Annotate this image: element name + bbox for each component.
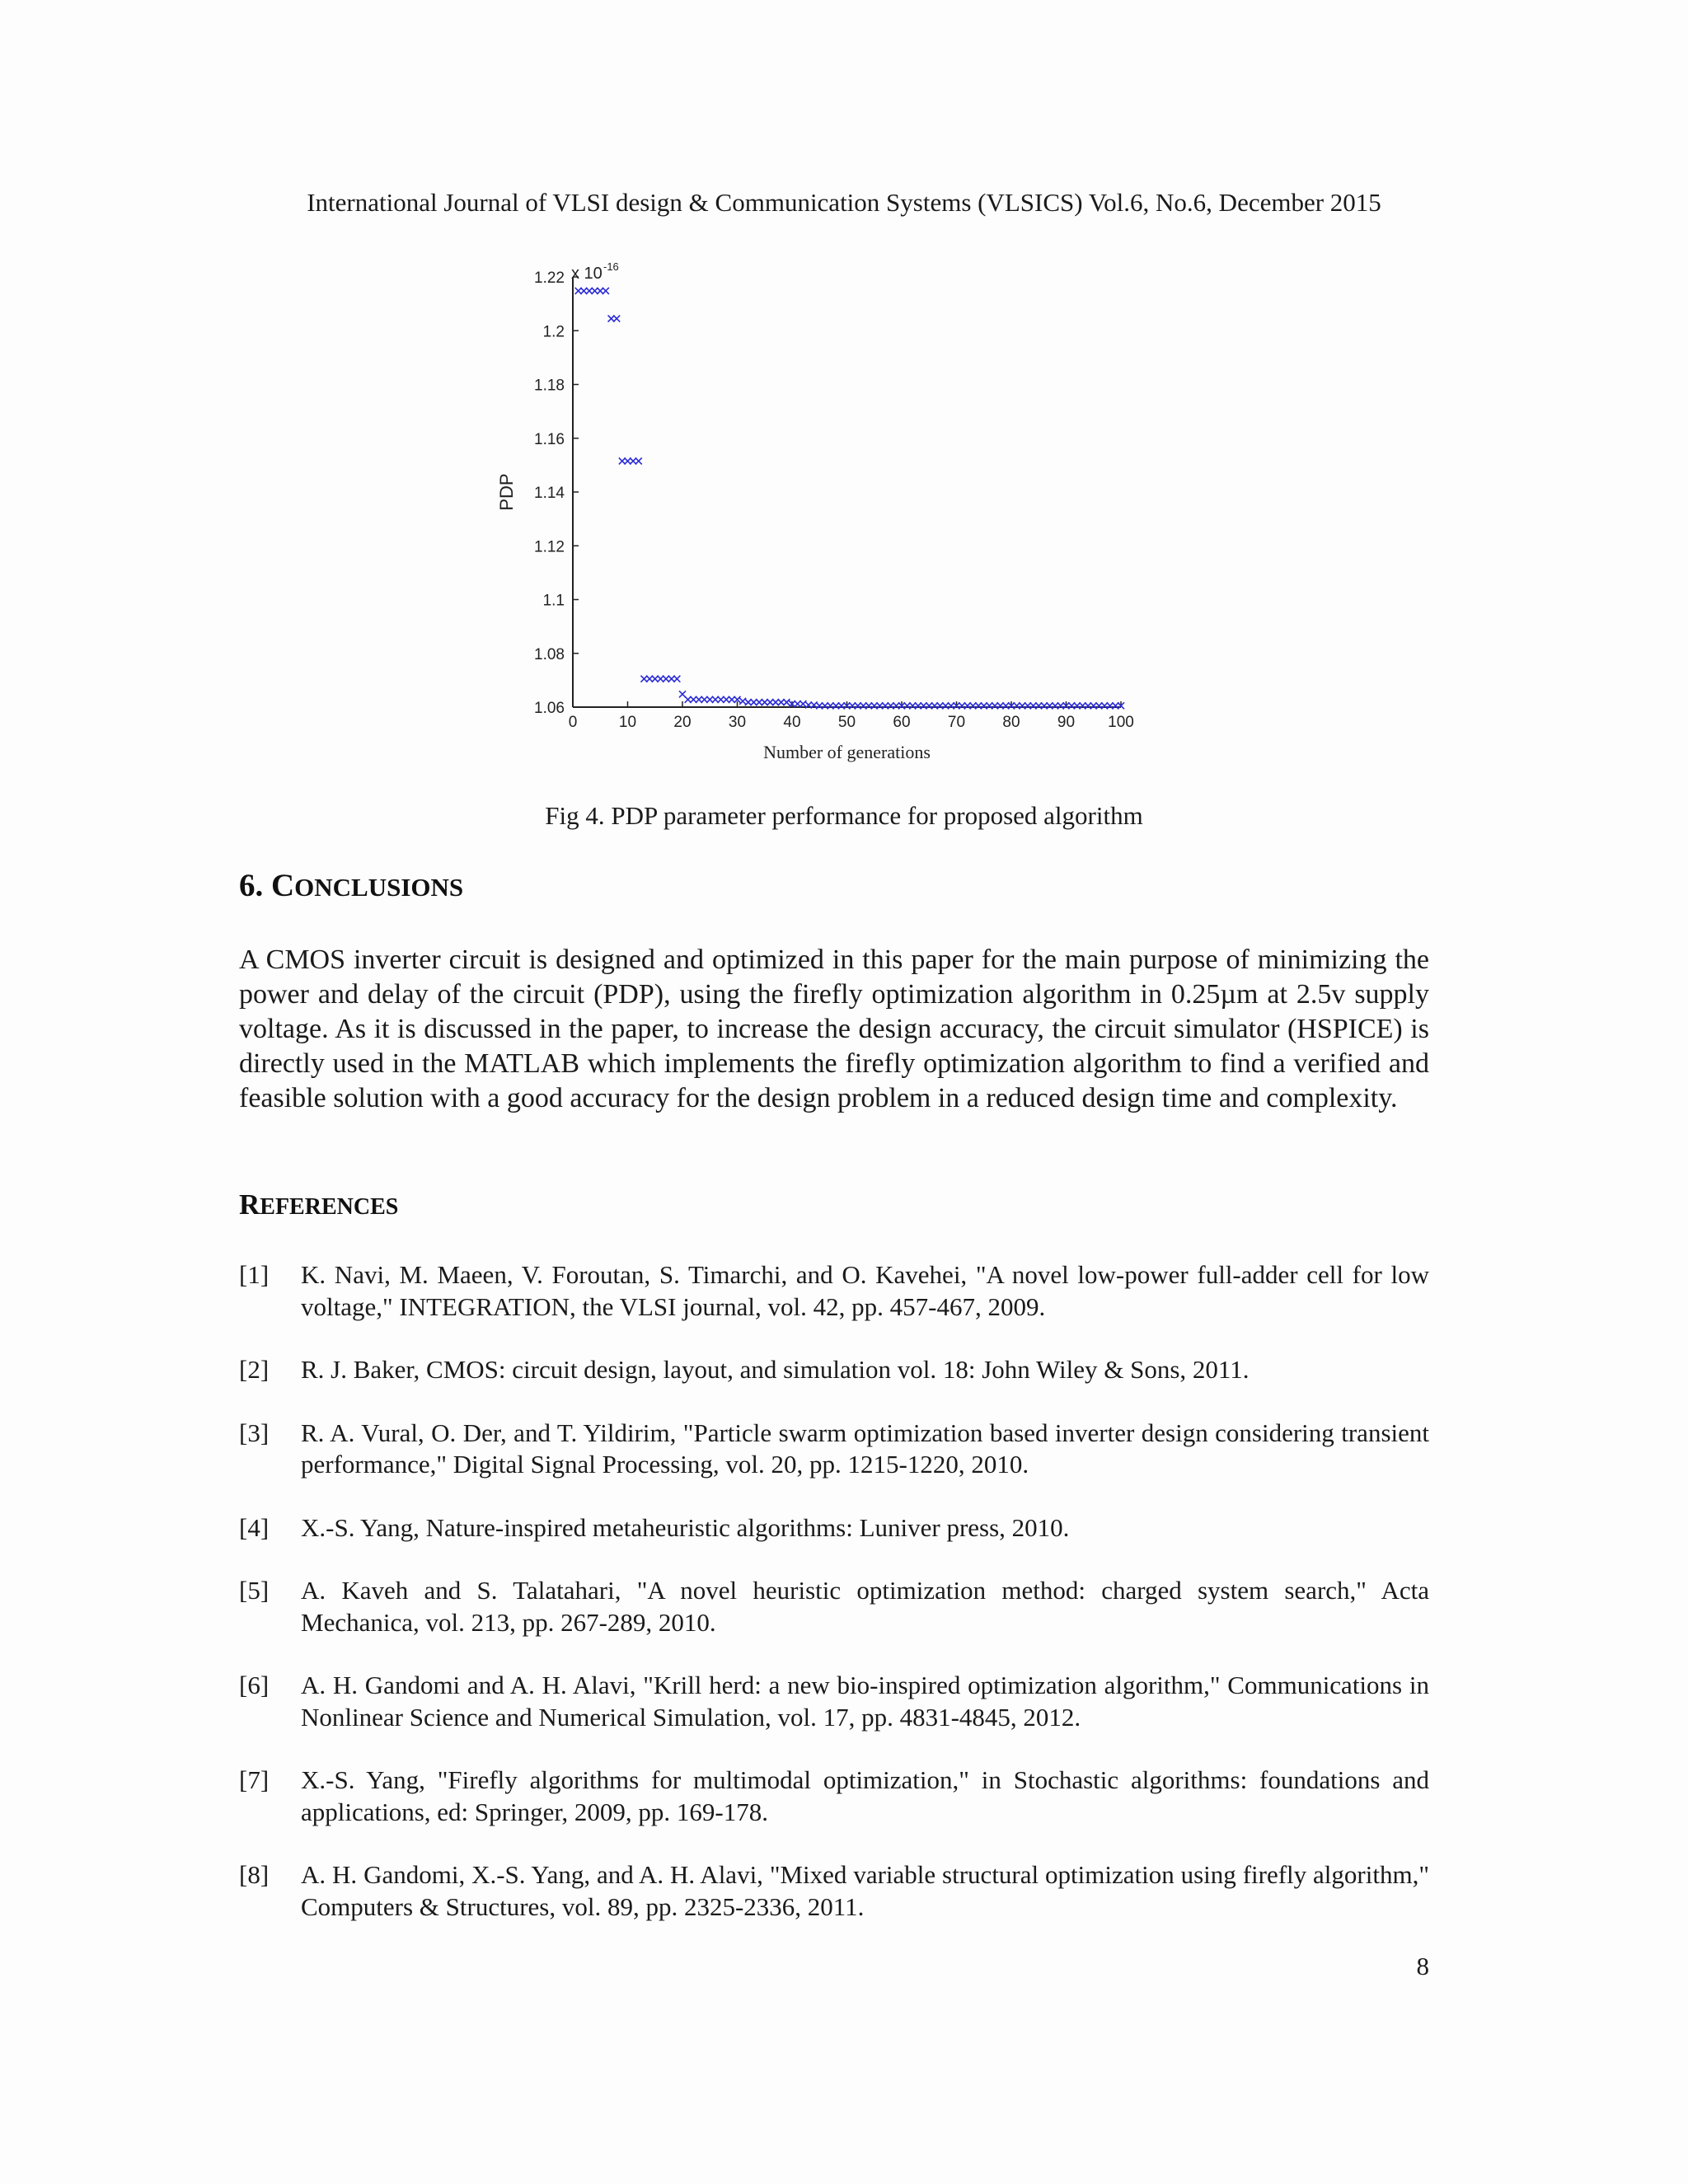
- y-tick-label: 1.06: [534, 700, 565, 717]
- pdp-scatter-chart: [486, 237, 1154, 773]
- x-tick-label: 20: [673, 714, 692, 731]
- x-axis-label: Number of generations: [763, 742, 931, 762]
- x-tick-label: 90: [1057, 714, 1076, 731]
- reference-item: [239, 1512, 1429, 1544]
- y-tick-label: 1.16: [534, 430, 565, 448]
- reference-item: [239, 1575, 1429, 1638]
- conclusions-heading: [239, 865, 463, 908]
- reference-number: [1]: [239, 1260, 270, 1289]
- reference-text: X.-S. Yang, "Firefly algorithms for multimodal optimization," in Stochastic algorithms: foundations and applications, ed: Springer, 2009, pp. 169-178.: [301, 1765, 1429, 1826]
- y-tick-label: 1.22: [534, 269, 565, 287]
- reference-text: A. Kaveh and S. Talatahari, "A novel heuristic optimization method: charged system search," Acta Mechanica, vol. 213, pp. 267-289, 2010.: [301, 1576, 1429, 1637]
- data-point-marker: [603, 288, 609, 294]
- conclusions-number: 6.: [239, 868, 271, 903]
- y-axis-label: PDP: [496, 473, 517, 511]
- y-tick-label: 1.14: [534, 485, 565, 502]
- reference-text: A. H. Gandomi and A. H. Alavi, "Krill herd: a new bio-inspired optimization algorithm," Communications in Nonlinear Science and Numerical Simulation, vol. 17, pp. 4831-4845, 2012.: [301, 1671, 1429, 1732]
- reference-text: R. J. Baker, CMOS: circuit design, layout, and simulation vol. 18: John Wiley & Sons, 2011.: [301, 1355, 1250, 1384]
- figure-caption: Fig 4. PDP parameter performance for proposed algorithm: [545, 801, 1143, 830]
- reference-item: [239, 1259, 1429, 1323]
- reference-text: A. H. Gandomi, X.-S. Yang, and A. H. Alavi, "Mixed variable structural optimization using firefly algorithm," Computers & Structures, vol. 89, pp. 2325-2336, 2011.: [301, 1860, 1429, 1921]
- y-tick-label: 1.2: [542, 323, 565, 341]
- reference-number: [7]: [239, 1765, 270, 1794]
- x-tick-label: 100: [1108, 714, 1134, 731]
- reference-item: [239, 1418, 1429, 1481]
- reference-text: K. Navi, M. Maeen, V. Foroutan, S. Timarchi, and O. Kavehei, "A novel low-power full-adder cell for low voltage," INTEGRATION, the VLSI journal, vol. 42, pp. 457-467, 2009.: [301, 1260, 1429, 1321]
- references-title-initial: R: [239, 1188, 260, 1221]
- reference-number: [3]: [239, 1418, 270, 1447]
- reference-item: [239, 1670, 1429, 1733]
- x-tick-label: 50: [837, 714, 856, 731]
- y-tick-label: 1.1: [542, 592, 565, 610]
- conclusions-title-initial: C: [271, 868, 295, 903]
- references-title-rest: EFERENCES: [260, 1194, 399, 1220]
- x-tick-label: 70: [947, 714, 966, 731]
- pdp-figure: [486, 237, 1154, 773]
- x-tick-label: 40: [783, 714, 801, 731]
- data-point-marker: [635, 457, 642, 464]
- reference-item: [239, 1765, 1429, 1828]
- y-multiplier-label: x 10: [571, 265, 603, 283]
- reference-number: [2]: [239, 1355, 270, 1384]
- reference-number: [6]: [239, 1671, 270, 1699]
- reference-item: [239, 1354, 1429, 1386]
- reference-number: [4]: [239, 1512, 270, 1542]
- data-point-marker: [673, 676, 680, 682]
- y-tick-label: 1.12: [534, 538, 565, 556]
- reference-item: [239, 1859, 1429, 1923]
- x-tick-label: 30: [728, 714, 747, 731]
- references-heading: [239, 1187, 398, 1226]
- running-header: International Journal of VLSI design & Communication Systems (VLSICS) Vol.6, No.6, December 2015: [307, 188, 1381, 217]
- y-multiplier-exponent: -16: [603, 260, 619, 273]
- references-list: [239, 1259, 1429, 1954]
- conclusions-title-rest: ONCLUSIONS: [294, 873, 464, 902]
- page-number: 8: [1416, 1952, 1429, 1980]
- reference-text: X.-S. Yang, Nature-inspired metaheuristic algorithms: Luniver press, 2010.: [301, 1512, 1070, 1542]
- reference-number: [8]: [239, 1860, 270, 1889]
- x-tick-label: 10: [618, 714, 637, 731]
- reference-number: [5]: [239, 1576, 270, 1605]
- x-tick-label: 80: [1002, 714, 1020, 731]
- x-tick-label: 0: [568, 714, 578, 731]
- x-tick-label: 60: [893, 714, 911, 731]
- reference-text: R. A. Vural, O. Der, and T. Yildirim, "Particle swarm optimization based inverter design considering transient performance," Digital Signal Processing, vol. 20, pp. 1215-1220, 2010.: [301, 1418, 1429, 1479]
- data-point-marker: [613, 316, 620, 322]
- conclusions-paragraph: A CMOS inverter circuit is designed and optimized in this paper for the main purpose of minimizing the power and delay of the circuit (PDP), using the firefly optimization algorithm in 0.25µm at 2.5v supply voltage. As it is discussed in the paper, to increase the design accuracy, the circuit simulator (HSPICE) is directly used in the MATLAB which implements the firefly optimization algorithm to find a verified and feasible solution with a good accuracy for the design problem in a reduced design time and complexity.: [239, 944, 1429, 1113]
- data-point-marker: [783, 699, 790, 705]
- y-tick-label: 1.08: [534, 645, 565, 663]
- y-tick-label: 1.18: [534, 377, 565, 395]
